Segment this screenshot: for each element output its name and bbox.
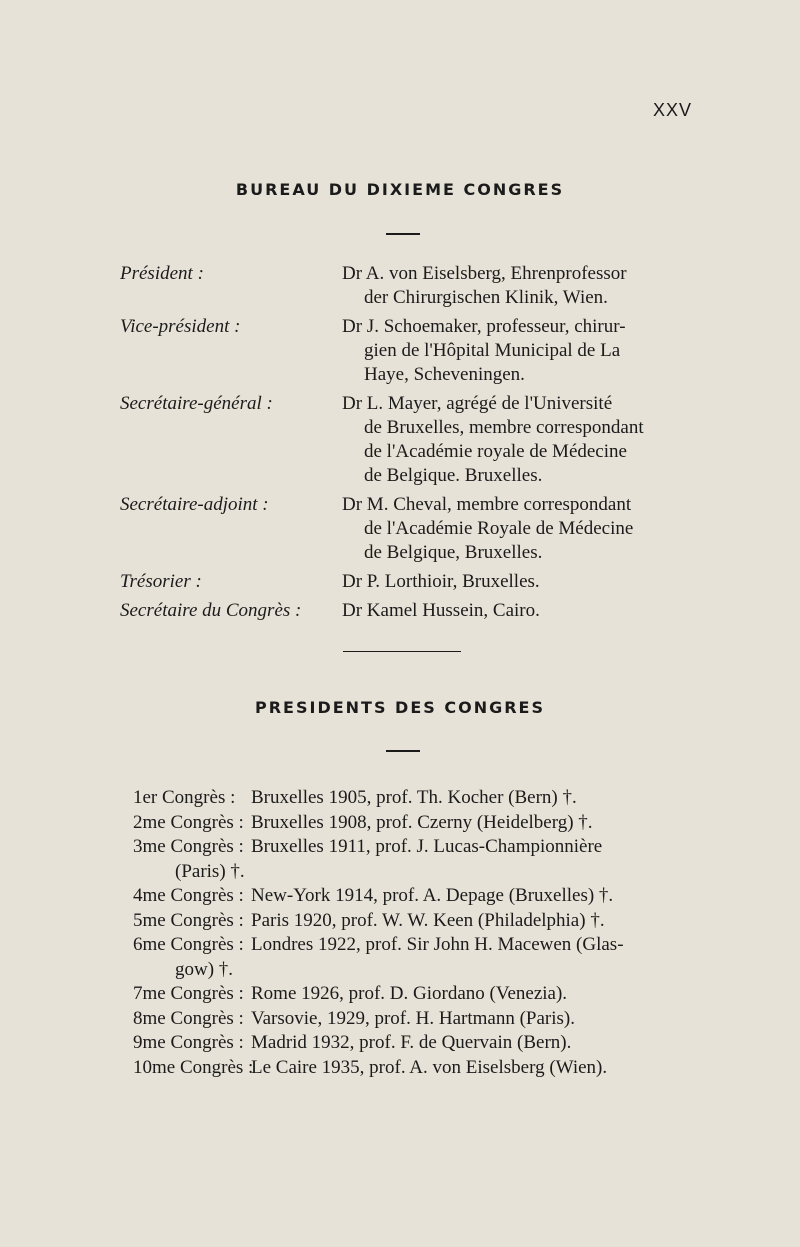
congress-number: 9me Congrès : [133,1032,244,1053]
officer-line: de Bruxelles, membre correspondant [364,417,644,438]
officer-entry [120,262,710,310]
congress-entry [133,835,713,884]
presidents-heading: PRESIDENTS DES CONGRES [254,698,545,717]
congress-detail: Madrid 1932, prof. F. de Quervain (Bern). [251,1032,572,1053]
officer-role: Secrétaire-adjoint : [120,494,269,515]
congress-number: 1er Congrès : [133,787,236,808]
congress-entry [133,933,713,982]
officer-line: gien de l'Hôpital Municipal de La [364,340,621,361]
officer-role: Vice-président : [120,316,241,337]
officer-details [342,262,692,310]
congress-detail: Varsovie, 1929, prof. H. Hartmann (Paris). [251,1007,575,1029]
officer-role: Secrétaire-général : [120,393,273,414]
congress-detail: Rome 1926, prof. D. Giordano (Venezia). [251,983,568,1004]
congress-detail: Bruxelles 1911, prof. J. Lucas-Championnière [251,836,603,857]
officer-line: Dr L. Mayer, agrégé de l'Université [342,393,613,414]
bureau-heading: BUREAU DU DIXIEME CONGRES [235,180,565,199]
congress-detail: Paris 1920, prof. W. W. Keen (Philadelphia) †. [251,909,605,931]
congress-number: 4me Congrès : [133,885,244,906]
congress-entry [133,1007,713,1032]
officer-details [342,599,692,623]
congress-entry [133,1031,713,1056]
officer-role: Président : [120,263,204,284]
congress-detail: Bruxelles 1905, prof. Th. Kocher (Bern) †. [251,787,577,808]
congress-entry [133,982,713,1007]
congress-number: 2me Congrès : [133,811,244,833]
congress-entry [133,786,713,811]
congress-number: 3me Congrès : [133,836,244,857]
congress-number: 7me Congrès : [133,983,244,1004]
congress-entry [133,909,713,934]
officer-line: Dr P. Lorthioir, Bruxelles. [342,571,540,592]
officer-line: Dr A. von Eiselsberg, Ehrenprofessor [342,263,627,284]
officer-line: de Belgique, Bruxelles. [364,542,543,563]
officer-entry [120,315,710,387]
congress-number: 8me Congrès : [133,1007,244,1029]
page-number: XXV [652,100,692,120]
congress-detail: Londres 1922, prof. Sir John H. Macewen (Glas- [251,934,624,955]
officer-entry [120,493,710,565]
officer-line: der Chirurgischen Klinik, Wien. [364,287,608,308]
officer-line: Dr M. Cheval, membre correspondant [342,494,632,515]
congress-detail-cont: (Paris) †. [175,860,245,882]
officers-list [120,262,710,628]
officer-role: Trésorier : [120,571,202,592]
congress-detail: New-York 1914, prof. A. Depage (Bruxelles) †. [251,885,614,906]
divider-short [386,233,420,235]
officer-details [342,493,692,565]
officer-line: de l'Académie Royale de Médecine [364,518,634,539]
officer-details [342,570,692,594]
officer-line: Dr J. Schoemaker, professeur, chirur- [342,316,626,337]
officer-entry [120,599,710,623]
congress-number: 10me Congrès : [133,1056,254,1078]
congress-entry [133,811,713,836]
officer-line: de l'Académie royale de Médecine [364,441,627,462]
officer-line: Haye, Scheveningen. [364,364,525,385]
congress-list [133,786,713,1080]
congress-detail: Le Caire 1935, prof. A. von Eiselsberg (Wien). [251,1056,608,1078]
officer-entry [120,392,710,488]
congress-number: 6me Congrès : [133,934,244,955]
congress-number: 5me Congrès : [133,909,244,931]
congress-entry [133,1056,713,1081]
officer-line: Dr Kamel Hussein, Cairo. [342,600,540,621]
officer-details [342,315,692,387]
section-divider [343,651,461,652]
officer-line: de Belgique. Bruxelles. [364,465,543,486]
divider-short [386,750,420,752]
officer-role: Secrétaire du Congrès : [120,600,302,621]
congress-detail: Bruxelles 1908, prof. Czerny (Heidelberg) †. [251,811,593,833]
congress-entry [133,884,713,909]
officer-entry [120,570,710,594]
congress-detail-cont: gow) †. [175,958,234,980]
officer-details [342,392,692,488]
